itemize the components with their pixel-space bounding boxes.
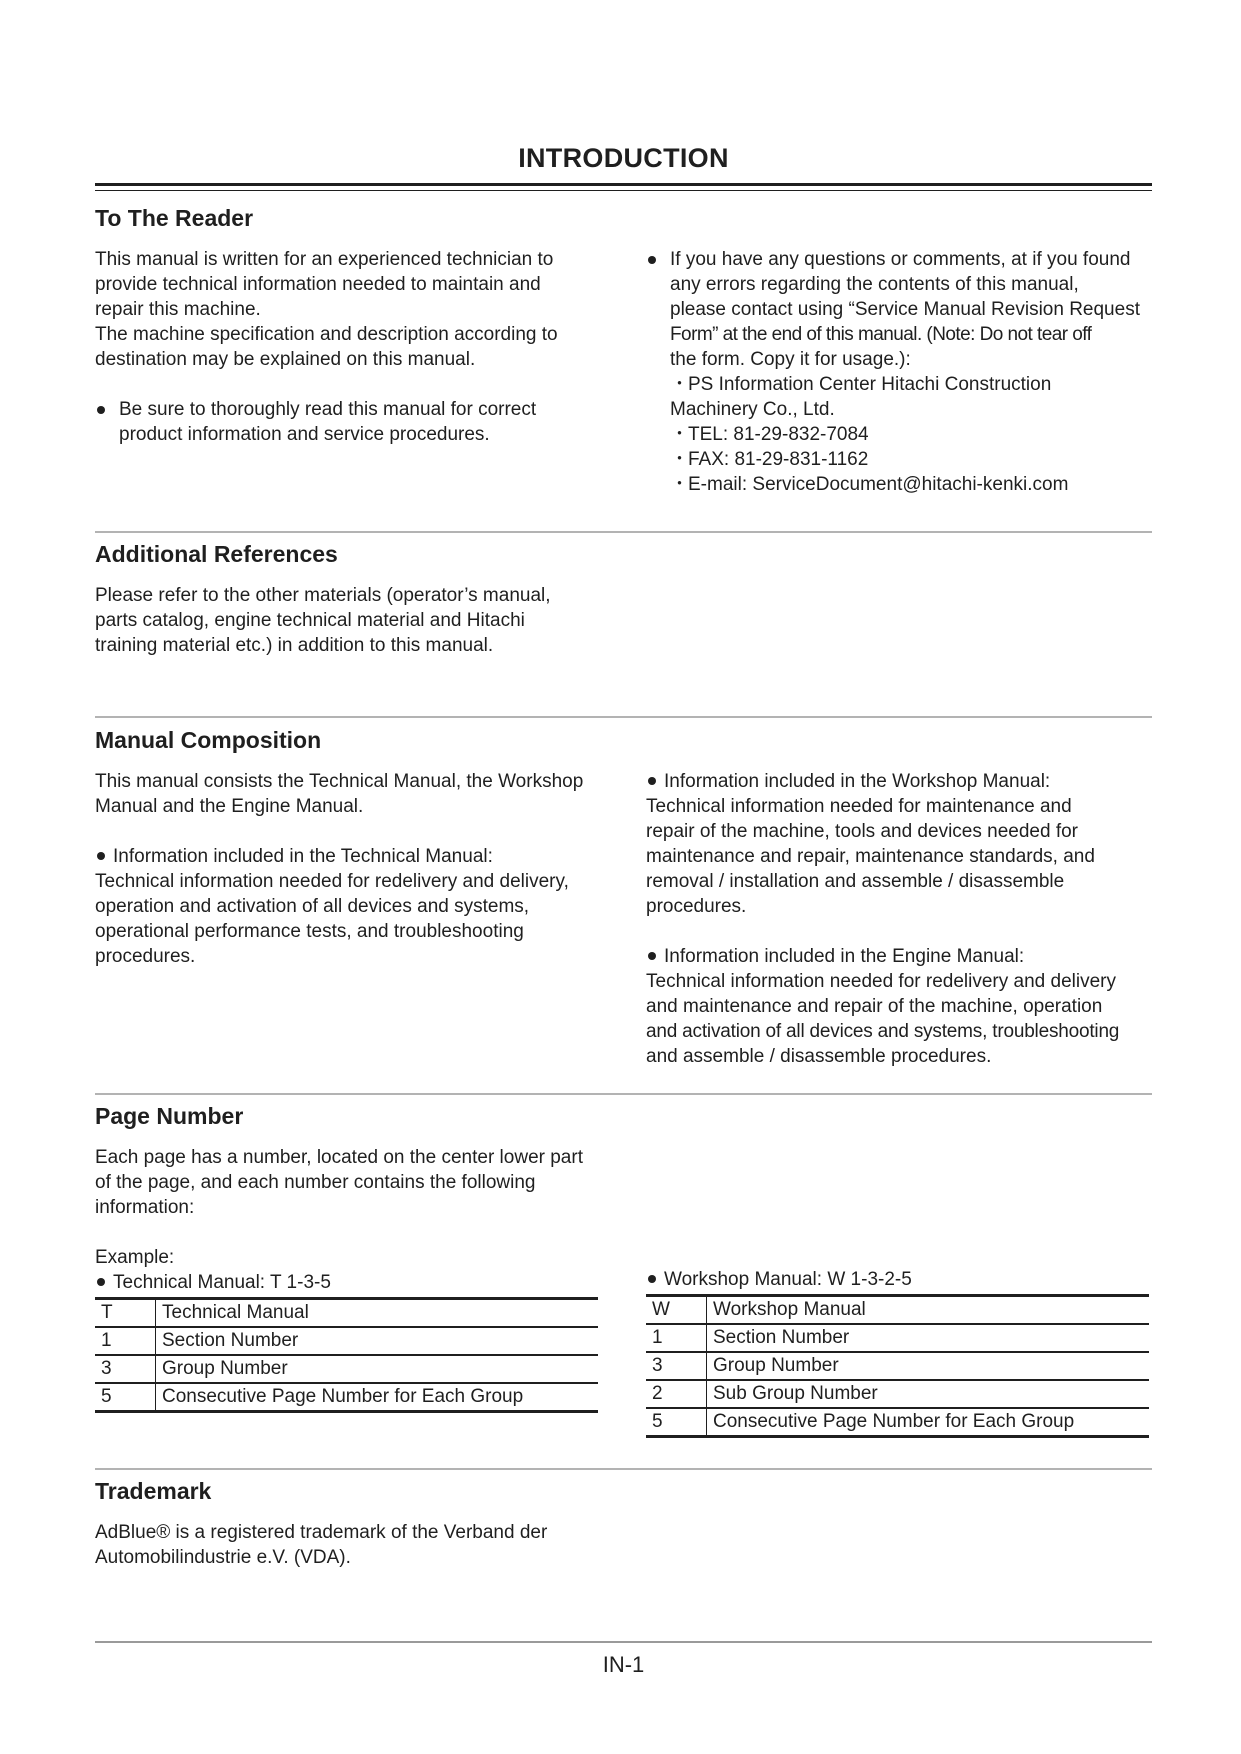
description-cell: Workshop Manual — [707, 1296, 1150, 1325]
reader-text-line: This manual is written for an experienced technician to — [95, 249, 554, 270]
composition-intro-line: This manual consists the Technical Manual, the Workshop — [95, 771, 584, 792]
code-cell: 3 — [95, 1355, 156, 1383]
description-cell: Consecutive Page Number for Each Group — [156, 1383, 599, 1412]
bullet-dot-icon — [648, 952, 656, 960]
description-cell: Technical Manual — [156, 1299, 599, 1328]
table-row — [646, 1296, 1149, 1325]
workshop-example-text: Workshop Manual: W 1-3-2-5 — [664, 1269, 912, 1290]
code-cell: 5 — [646, 1408, 707, 1437]
page-number-line: of the page, and each number contains the following — [95, 1172, 536, 1193]
reader-bullet-line: Be sure to thoroughly read this manual for correct — [119, 399, 537, 420]
composition-right-column — [646, 769, 1152, 1069]
additional-references-text — [95, 583, 615, 658]
table-row — [646, 1408, 1149, 1437]
contact-email-text: E-mail: ServiceDocument@hitachi-kenki.com — [688, 474, 1069, 495]
technical-code-table — [95, 1297, 598, 1413]
middle-dot-icon: ・ — [670, 449, 690, 470]
section-divider — [95, 1093, 1152, 1095]
code-cell: 3 — [646, 1352, 707, 1380]
table-row — [646, 1380, 1149, 1408]
workshop-example-caption — [646, 1267, 1156, 1292]
section-divider — [95, 531, 1152, 533]
bullet-dot-icon — [97, 406, 105, 414]
technical-manual-line: procedures. — [95, 946, 196, 967]
technical-manual-line: Technical information needed for redelivery and delivery, — [95, 871, 569, 892]
reader-contact-line: any errors regarding the contents of this manual, — [670, 274, 1079, 295]
table-row — [95, 1327, 598, 1355]
description-cell: Section Number — [156, 1327, 599, 1355]
reader-text-line: destination may be explained on this manual. — [95, 349, 476, 370]
contact-tel-text: TEL: 81-29-832-7084 — [688, 424, 869, 445]
engine-manual-line: and assemble / disassemble procedures. — [646, 1046, 992, 1067]
references-text-line: Please refer to the other materials (operator’s manual, — [95, 585, 551, 606]
page-number-line: information: — [95, 1197, 195, 1218]
technical-example-caption — [95, 1270, 605, 1295]
middle-dot-icon: ・ — [670, 374, 690, 395]
engine-manual-line: and activation of all devices and systems, troubleshooting — [646, 1021, 1120, 1042]
heading-trademark: Trademark — [95, 1478, 212, 1504]
technical-manual-line: operational performance tests, and troubleshooting — [95, 921, 524, 942]
bullet-dot-icon — [97, 852, 105, 860]
middle-dot-icon: ・ — [670, 424, 690, 445]
page-title: INTRODUCTION — [518, 143, 729, 173]
code-cell: T — [95, 1299, 156, 1328]
composition-intro-line: Manual and the Engine Manual. — [95, 796, 364, 817]
references-text-line: training material etc.) in addition to this manual. — [95, 635, 494, 656]
reader-text-line: The machine specification and description according to — [95, 324, 558, 345]
description-cell: Sub Group Number — [707, 1380, 1150, 1408]
contact-ps-line: Machinery Co., Ltd. — [670, 399, 835, 420]
workshop-manual-line: procedures. — [646, 896, 747, 917]
reader-left-column — [95, 247, 595, 447]
reader-contact-line: If you have any questions or comments, at if you found — [670, 249, 1131, 270]
contact-ps-line: PS Information Center Hitachi Construction — [688, 374, 1052, 395]
reader-text-line: provide technical information needed to maintain and — [95, 274, 541, 295]
table-row — [646, 1352, 1149, 1380]
section-divider — [95, 716, 1152, 718]
reader-bullet — [95, 397, 595, 447]
page-number-line: Each page has a number, located on the center lower part — [95, 1147, 583, 1168]
technical-manual-title — [95, 844, 615, 869]
heading-manual-composition: Manual Composition — [95, 727, 322, 753]
description-cell: Consecutive Page Number for Each Group — [707, 1408, 1150, 1437]
trademark-text — [95, 1520, 615, 1570]
workshop-manual-line: removal / installation and assemble / disassemble — [646, 871, 1065, 892]
code-cell: 5 — [95, 1383, 156, 1412]
page-number-label: IN-1 — [602, 1652, 645, 1677]
workshop-manual-line: repair of the machine, tools and devices needed for — [646, 821, 1078, 842]
contact-email — [670, 472, 1152, 497]
description-cell: Group Number — [156, 1355, 599, 1383]
footer-rule — [95, 1641, 1152, 1643]
bullet-dot-icon — [648, 777, 656, 785]
workshop-code-table — [646, 1294, 1149, 1438]
trademark-line: AdBlue® is a registered trademark of the Verband der — [95, 1522, 548, 1543]
page-number-text — [95, 1145, 615, 1220]
reader-contact-line: please contact using “Service Manual Revision Request — [670, 299, 1140, 320]
heading-to-the-reader: To The Reader — [95, 205, 254, 231]
technical-manual-title-text: Information included in the Technical Manual: — [113, 846, 493, 867]
contact-ps-center — [670, 372, 1152, 397]
workshop-manual-title-text: Information included in the Workshop Manual: — [664, 771, 1051, 792]
middle-dot-icon: ・ — [670, 474, 690, 495]
workshop-manual-line: Technical information needed for maintenance and — [646, 796, 1072, 817]
trademark-line: Automobilindustrie e.V. (VDA). — [95, 1547, 351, 1568]
code-cell: W — [646, 1296, 707, 1325]
reader-contact-line: the form. Copy it for usage.): — [670, 349, 911, 370]
table-row — [95, 1383, 598, 1412]
section-divider — [95, 1468, 1152, 1470]
reader-right-column — [646, 247, 1152, 497]
references-text-line: parts catalog, engine technical material and Hitachi — [95, 610, 525, 631]
heading-additional-references: Additional References — [95, 541, 338, 567]
bullet-dot-icon — [648, 1275, 656, 1283]
example-label: Example: — [95, 1247, 175, 1268]
workshop-manual-line: maintenance and repair, maintenance standards, and — [646, 846, 1095, 867]
bullet-dot-icon — [648, 256, 656, 264]
title-rule — [95, 183, 1152, 191]
workshop-example-block — [646, 1267, 1156, 1438]
table-row — [95, 1355, 598, 1383]
reader-text-line: repair this machine. — [95, 299, 261, 320]
table-row — [95, 1299, 598, 1328]
workshop-manual-title — [646, 769, 1152, 794]
heading-page-number: Page Number — [95, 1103, 244, 1129]
description-cell: Group Number — [707, 1352, 1150, 1380]
code-cell: 1 — [95, 1327, 156, 1355]
reader-contact-line: Form” at the end of this manual. (Note: Do not tear off — [670, 324, 1092, 345]
engine-manual-title-text: Information included in the Engine Manual: — [664, 946, 1025, 967]
contact-fax — [670, 447, 1152, 472]
reader-bullet-line: product information and service procedures. — [119, 424, 490, 445]
technical-example-block — [95, 1245, 605, 1413]
engine-manual-line: and maintenance and repair of the machine, operation — [646, 996, 1103, 1017]
reader-contact-bullet — [646, 247, 1152, 497]
description-cell: Section Number — [707, 1324, 1150, 1352]
table-row — [646, 1324, 1149, 1352]
bullet-dot-icon — [97, 1278, 105, 1286]
code-cell: 2 — [646, 1380, 707, 1408]
code-cell: 1 — [646, 1324, 707, 1352]
technical-example-text: Technical Manual: T 1-3-5 — [113, 1272, 331, 1293]
contact-fax-text: FAX: 81-29-831-1162 — [688, 449, 869, 470]
composition-left-column — [95, 769, 615, 969]
contact-tel — [670, 422, 1152, 447]
technical-manual-line: operation and activation of all devices and systems, — [95, 896, 530, 917]
engine-manual-title — [646, 944, 1152, 969]
engine-manual-line: Technical information needed for redelivery and delivery — [646, 971, 1116, 992]
